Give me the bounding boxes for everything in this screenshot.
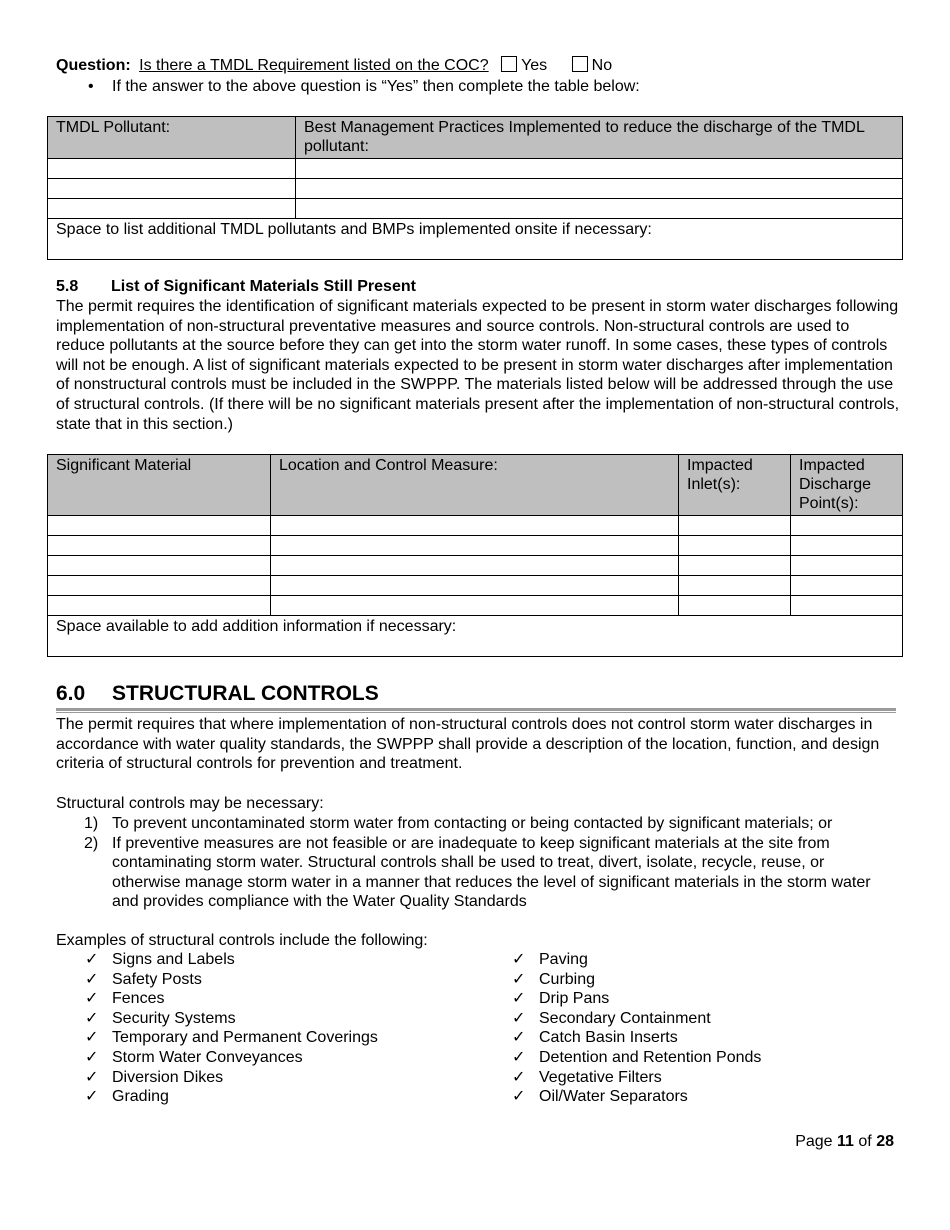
- section-6-0-heading: [56, 680, 379, 708]
- list-item: ✓ Oil/Water Separators: [512, 1088, 688, 1106]
- table-cell[interactable]: [791, 516, 903, 536]
- section-title: List of Significant Materials Still Present: [111, 278, 416, 295]
- examples-intro: Examples of structural controls include the following:: [56, 932, 428, 949]
- check-icon: ✓: [512, 1029, 526, 1047]
- yes-label: Yes: [521, 57, 548, 74]
- list-item: ✓ Paving: [512, 951, 588, 968]
- list-item: ✓ Storm Water Conveyances: [85, 1048, 303, 1066]
- table-cell[interactable]: [48, 536, 271, 556]
- table-row: [48, 179, 903, 199]
- table-row: [48, 199, 903, 219]
- page-number: Page 11 of 28: [795, 1133, 894, 1150]
- section-title: STRUCTURAL CONTROLS: [112, 682, 379, 705]
- check-icon: ✓: [512, 951, 526, 968]
- heading-divider: [56, 708, 896, 711]
- table-header-row: [48, 117, 903, 159]
- table-cell[interactable]: [48, 199, 296, 219]
- list-item: ✓ Vegetative Filters: [512, 1068, 662, 1086]
- table-cell[interactable]: [48, 556, 271, 576]
- list-intro: Structural controls may be necessary:: [56, 795, 324, 812]
- list-item: ✓ Fences: [85, 990, 165, 1008]
- check-icon: ✓: [85, 1029, 99, 1047]
- no-label: No: [591, 57, 613, 74]
- table-cell[interactable]: [296, 179, 903, 199]
- check-icon: ✓: [512, 990, 526, 1008]
- check-icon: ✓: [85, 1048, 99, 1066]
- section-6-0-body: The permit requires that where implementation of non-structural controls does not control storm water discharges in accordance with water quality standards, the SWPPP shall provide a description of the location, function, and design criteria of structural controls for prevention and treatment.: [56, 716, 880, 773]
- instruction-bullet: • If the answer to the above question is “Yes” then complete the table below:: [112, 77, 640, 97]
- section-number: 5.8: [56, 278, 79, 295]
- table-cell[interactable]: [271, 556, 679, 576]
- table-cell[interactable]: [679, 536, 791, 556]
- additional-info-space[interactable]: Space available to add addition information if necessary:: [48, 616, 903, 657]
- check-icon: ✓: [85, 1068, 99, 1086]
- table-cell[interactable]: [271, 576, 679, 596]
- list-item: ✓ Diversion Dikes: [85, 1068, 224, 1086]
- item-text: If preventive measures are not feasible or are inadequate to keep significant materials at the site from contaminating storm water. Structural controls shall be used to treat, divert, isolate, recycle, reuse, or otherwise manage storm water in a manner that reduces the level of significant materials in the storm water and provides compliance with the Water Quality Standards: [112, 834, 871, 910]
- total-pages: 28: [876, 1133, 894, 1150]
- table-row: [48, 536, 903, 556]
- table-cell[interactable]: [48, 179, 296, 199]
- table-cell[interactable]: [271, 536, 679, 556]
- impacted-discharge-header: Impacted Discharge Point(s):: [791, 455, 903, 516]
- list-item: ✓ Catch Basin Inserts: [512, 1029, 678, 1047]
- tmdl-question: [56, 56, 612, 76]
- check-icon: ✓: [85, 990, 99, 1008]
- list-item: ✓ Drip Pans: [512, 990, 610, 1008]
- table-footer-row: [48, 616, 903, 657]
- question-text: Is there a TMDL Requirement listed on the COC?: [139, 57, 489, 74]
- list-item: ✓ Grading: [85, 1088, 169, 1106]
- table-cell[interactable]: [48, 596, 271, 616]
- tmdl-pollutant-header: TMDL Pollutant:: [48, 117, 296, 159]
- check-icon: ✓: [512, 1068, 526, 1086]
- list-item: ✓ Detention and Retention Ponds: [512, 1048, 762, 1066]
- table-cell[interactable]: [791, 556, 903, 576]
- check-icon: ✓: [85, 951, 99, 968]
- list-item: ✓ Secondary Containment: [512, 1009, 711, 1027]
- additional-tmdl-space[interactable]: Space to list additional TMDL pollutants and BMPs implemented onsite if necessary:: [48, 219, 903, 260]
- check-icon: ✓: [512, 1048, 526, 1066]
- item-number: 1): [84, 815, 99, 832]
- item-text: To prevent uncontaminated storm water from contacting or being contacted by significant materials; or: [112, 815, 833, 832]
- check-icon: ✓: [85, 970, 99, 988]
- table-row: [48, 596, 903, 616]
- check-icon: ✓: [512, 970, 526, 988]
- no-checkbox[interactable]: [572, 56, 588, 72]
- significant-materials-table: [47, 454, 903, 657]
- table-cell[interactable]: [679, 596, 791, 616]
- bmp-header: Best Management Practices Implemented to reduce the discharge of the TMDL pollutant:: [296, 117, 903, 159]
- current-page: 11: [837, 1133, 854, 1150]
- location-control-header: Location and Control Measure:: [271, 455, 679, 516]
- table-cell[interactable]: [791, 576, 903, 596]
- item-number: 2): [84, 834, 99, 852]
- table-cell[interactable]: [296, 199, 903, 219]
- yes-checkbox[interactable]: [501, 56, 517, 72]
- numbered-list: [84, 814, 892, 912]
- table-footer-row: [48, 219, 903, 260]
- list-item: ✓ Safety Posts: [85, 970, 202, 988]
- list-item: [84, 814, 892, 834]
- section-number: 6.0: [56, 682, 86, 705]
- list-item: ✓ Security Systems: [85, 1009, 236, 1027]
- section-5-8-heading: [56, 277, 416, 297]
- list-item: ✓ Curbing: [512, 970, 596, 988]
- list-item: [84, 834, 892, 912]
- check-icon: ✓: [85, 1088, 99, 1106]
- table-cell[interactable]: [271, 516, 679, 536]
- significant-material-header: Significant Material: [48, 455, 271, 516]
- table-cell[interactable]: [791, 536, 903, 556]
- check-icon: ✓: [512, 1088, 526, 1106]
- table-row: [48, 159, 903, 179]
- table-cell[interactable]: [48, 159, 296, 179]
- table-row: [48, 576, 903, 596]
- check-icon: ✓: [512, 1009, 526, 1027]
- question-label: Question:: [56, 57, 131, 74]
- table-header-row: [48, 455, 903, 516]
- list-item: ✓ Signs and Labels: [85, 951, 235, 968]
- table-row: [48, 516, 903, 536]
- table-cell[interactable]: [271, 596, 679, 616]
- examples-list-left: [85, 950, 378, 1107]
- table-cell[interactable]: [679, 516, 791, 536]
- check-icon: ✓: [85, 1009, 99, 1027]
- examples-list-right: [512, 950, 762, 1107]
- table-cell[interactable]: [48, 516, 271, 536]
- table-cell[interactable]: [679, 556, 791, 576]
- table-cell[interactable]: [679, 576, 791, 596]
- list-item: ✓ Temporary and Permanent Coverings: [85, 1029, 378, 1047]
- table-cell[interactable]: [296, 159, 903, 179]
- impacted-inlet-header: Impacted Inlet(s):: [679, 455, 791, 516]
- tmdl-table: [47, 116, 903, 260]
- table-cell[interactable]: [48, 576, 271, 596]
- table-row: [48, 556, 903, 576]
- table-cell[interactable]: [791, 596, 903, 616]
- heading-divider: [56, 712, 896, 713]
- section-5-8-body: The permit requires the identification of significant materials expected to be present in storm water discharges following implementation of non-structural preventative measures and source controls. Non-structural controls are used to reduce pollutants at the source before they can get into the storm water runoff. In some cases, these types of controls will not be enough. A list of significant materials expected to be present in storm water discharges after implementation of nonstructural controls must be included in the SWPPP. The materials listed below will be addressed through the use of structural controls. (If there will be no significant materials present after the implementation of non-structural controls, state that in this section.): [56, 298, 900, 433]
